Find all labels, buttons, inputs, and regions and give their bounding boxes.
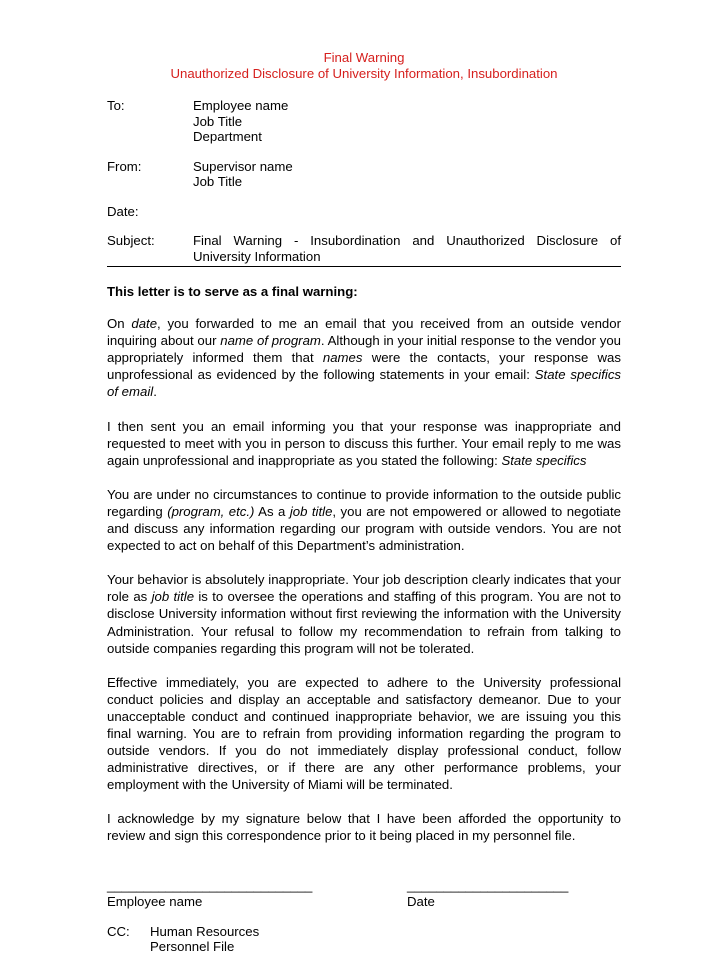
cc-label: CC: bbox=[107, 923, 130, 939]
title-line-1: Final Warning bbox=[323, 50, 405, 65]
date-signature-line: ______________________ bbox=[407, 877, 569, 893]
letter bbox=[107, 50, 621, 955]
to-line: Department bbox=[193, 129, 262, 144]
signature-block bbox=[107, 878, 621, 910]
intro-line: This letter is to serve as a final warning: bbox=[107, 284, 358, 299]
subject-line-1: Final Warning - Insubordination and Unauthorized Disclosure of bbox=[193, 233, 621, 248]
paragraph-6: I acknowledge by my signature below that I have been afforded the opportunity to review and sign this correspondence prior to it being placed in my personnel file. bbox=[107, 811, 621, 844]
from-line: Supervisor name bbox=[193, 158, 293, 174]
to-line: Job Title bbox=[193, 113, 243, 129]
subject-label: Subject: bbox=[107, 233, 155, 248]
paragraph-3: You are under no circumstances to continue to provide information to the outside public regarding (program, etc.) As a job title, you are not empowered or allowed to negotiate and discuss any information regarding our program with outside vendors. You are not expected to act on behalf of this Department’s administration. bbox=[107, 486, 621, 554]
cc-line: Human Resources bbox=[150, 923, 260, 939]
date-label: Date: bbox=[107, 203, 139, 219]
subject-line-2: University Information bbox=[193, 248, 321, 264]
employee-signature-line: ____________________________ bbox=[107, 877, 313, 893]
letter-title bbox=[107, 50, 621, 82]
from-label: From: bbox=[107, 158, 142, 174]
to-line: Employee name bbox=[193, 98, 289, 113]
subject-field bbox=[107, 233, 621, 264]
from-field bbox=[107, 159, 621, 190]
to-field bbox=[107, 98, 621, 145]
paragraph-1: On date, you forwarded to me an email that you received from an outside vendor inquiring about our name of program. Although in your initial response to the vendor you appropriately informed them that names were the contacts, your response was unprofessional as evidenced by the following statements in your email: State specifics of email. bbox=[107, 316, 622, 400]
date-field bbox=[107, 204, 621, 220]
cc-line: Personnel File bbox=[150, 939, 235, 955]
paragraph-2: I then sent you an email informing you that your response was inappropriate and requested to meet with you in person to discuss this further. Your email reply to me was again unprofessional and inappropriate as you stated the following: State specifics bbox=[107, 418, 621, 468]
title-line-2: Unauthorized Disclosure of University Information, Insubordination bbox=[170, 66, 558, 81]
to-label: To: bbox=[107, 98, 125, 113]
date-signature-label: Date bbox=[407, 893, 435, 909]
cc-block bbox=[107, 924, 621, 955]
employee-signature-label: Employee name bbox=[107, 893, 203, 909]
from-line: Job Title bbox=[193, 174, 243, 189]
paragraph-4: Your behavior is absolutely inappropriate. Your job description clearly indicates that your role as job title is to oversee the operations and staffing of this program. You are not to disclose University information without first reviewing the information with the University Administration. Your refusal to follow my recommendation to refrain from talking to outside companies regarding this program will not be tolerated. bbox=[107, 572, 621, 656]
paragraph-5: Effective immediately, you are expected to adhere to the University professional conduct policies and display an acceptable and satisfactory demeanor. Due to your unacceptable conduct and continued inappropriate behavior, we are issuing you this final warning. You are to refrain from providing information regarding the program to outside vendors. If you do not immediately display professional conduct, follow administrative directives, or if there are any other performance problems, your employment with the University of Miami will be terminated. bbox=[107, 674, 621, 793]
